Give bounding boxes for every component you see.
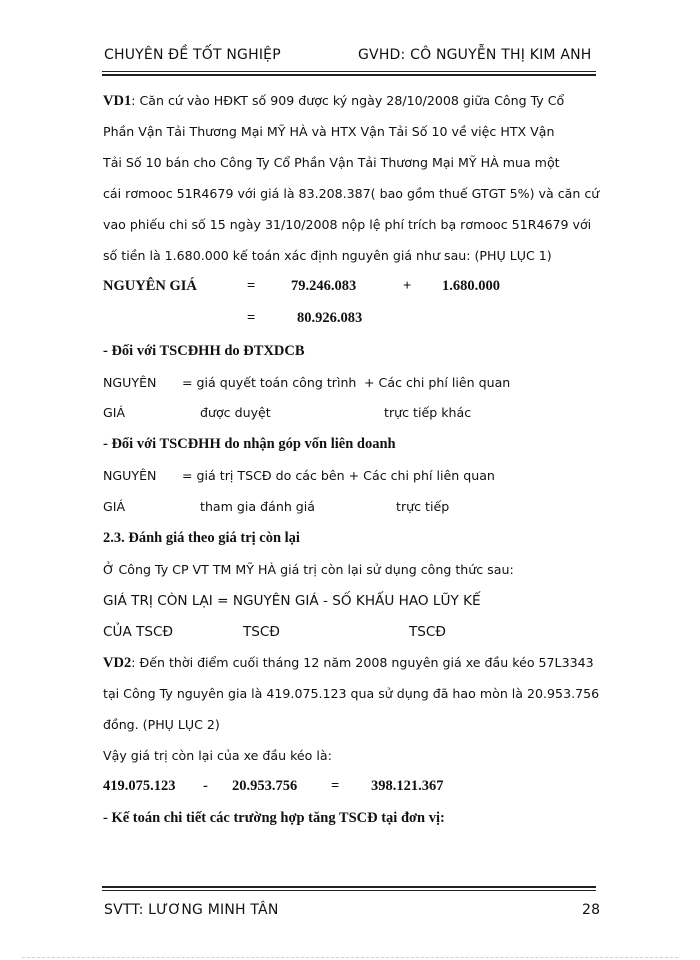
formula2-result: 398.121.367 bbox=[371, 778, 444, 794]
dtxdcb-row2-col1: GIÁ bbox=[103, 405, 126, 420]
formula1-equals-2: = bbox=[247, 310, 256, 326]
formula1-plus: + bbox=[403, 278, 412, 294]
section-23-heading: 2.3. Đánh giá theo giá trị còn lại bbox=[103, 530, 300, 546]
section-23-sub-1: CỦA TSCĐ bbox=[103, 624, 174, 640]
section-23-sub-3: TSCĐ bbox=[409, 624, 446, 640]
vd1-line-6: số tiền là 1.680.000 kế toán xác định nguyên giá như sau: (PHỤ LỤC 1) bbox=[103, 248, 552, 263]
formula1-result: 80.926.083 bbox=[297, 310, 363, 326]
formula1-equals: = bbox=[247, 278, 256, 294]
gopvon-row1-col1: NGUYÊN bbox=[103, 468, 157, 483]
vd1-label: VD1 bbox=[103, 93, 132, 109]
dtxdcb-row2-col2: được duyệt bbox=[200, 405, 271, 420]
footer-rule-thick bbox=[102, 886, 596, 888]
header-title: CHUYÊN ĐỀ TỐT NGHIỆP bbox=[104, 47, 281, 63]
footer-rule bbox=[102, 890, 596, 891]
formula2-minus: - bbox=[203, 778, 208, 794]
vd1-line-1: VD1: Căn cứ vào HĐKT số 909 được ký ngày 28/10/2008 giữa Công Ty Cổ bbox=[103, 93, 565, 109]
vd2-line-2: tại Công Ty nguyên gia là 419.075.123 qua sử dụng đã hao mòn là 20.953.756 bbox=[103, 686, 600, 701]
header-advisor: GVHD: CÔ NGUYỄN THỊ KIM ANH bbox=[358, 47, 592, 63]
page-number: 28 bbox=[582, 902, 601, 918]
header-rule bbox=[102, 71, 596, 72]
dtxdcb-row2-col3: trực tiếp khác bbox=[384, 405, 472, 420]
section-gopvon-heading: - Đối với TSCĐHH do nhận góp vốn liên doanh bbox=[103, 436, 396, 452]
gopvon-row1-col2: = giá trị TSCĐ do các bên + Các chi phí liên quan bbox=[182, 468, 495, 483]
vd2-conclusion: Vậy giá trị còn lại của xe đầu kéo là: bbox=[103, 748, 332, 763]
closing-heading: - Kế toán chi tiết các trường hợp tăng TSCĐ tại đơn vị: bbox=[103, 810, 445, 826]
dtxdcb-row1-col2: = giá quyết toán công trình bbox=[182, 375, 357, 390]
section-dtxdcb-heading: - Đối với TSCĐHH do ĐTXDCB bbox=[103, 343, 305, 359]
section-23-formula: GIÁ TRỊ CÒN LẠI = NGUYÊN GIÁ - SỐ KHẤU HAO LŨY KẾ bbox=[103, 593, 481, 609]
section-23-sub-2: TSCĐ bbox=[243, 624, 280, 640]
vd1-line-2: Phần Vận Tải Thương Mại MỸ HÀ và HTX Vận Tải Số 10 về việc HTX Vận bbox=[103, 124, 555, 139]
formula2-a: 419.075.123 bbox=[103, 778, 176, 794]
vd2-label: VD2 bbox=[103, 655, 132, 671]
vd1-line-4: cái rơmooc 51R4679 với giá là 83.208.387( bao gồm thuế GTGT 5%) và căn cứ bbox=[103, 186, 600, 201]
formula1-value1: 79.246.083 bbox=[291, 278, 357, 294]
gopvon-row2-col2: tham gia đánh giá bbox=[200, 499, 316, 514]
gopvon-row2-col3: trực tiếp bbox=[396, 499, 450, 514]
vd2-line-1: VD2: Đến thời điểm cuối tháng 12 năm 2008 nguyên giá xe đầu kéo 57L3343 bbox=[103, 655, 594, 671]
dtxdcb-row1-col3: + Các chi phí liên quan bbox=[364, 375, 511, 390]
formula2-equals: = bbox=[331, 778, 340, 794]
footer-author: SVTT: LƯƠNG MINH TÂN bbox=[104, 902, 279, 918]
header-rule-thick bbox=[102, 74, 596, 76]
vd1-line-5: vao phiếu chi số 15 ngày 31/10/2008 nộp lệ phí trích bạ rơmooc 51R4679 với bbox=[103, 217, 592, 232]
formula1-label: NGUYÊN GIÁ bbox=[103, 278, 197, 294]
vd1-line-3: Tải Số 10 bán cho Công Ty Cổ Phần Vận Tải Thương Mại MỸ HÀ mua một bbox=[103, 155, 560, 170]
vd2-line-3: đồng. (PHỤ LỤC 2) bbox=[103, 717, 220, 732]
gopvon-row2-col1: GIÁ bbox=[103, 499, 126, 514]
formula1-value2: 1.680.000 bbox=[442, 278, 500, 294]
formula2-b: 20.953.756 bbox=[232, 778, 298, 794]
page-edge-dashed bbox=[22, 957, 678, 958]
section-23-intro: Ở Công Ty CP VT TM MỸ HÀ giá trị còn lại sử dụng công thức sau: bbox=[103, 562, 514, 577]
dtxdcb-row1-col1: NGUYÊN bbox=[103, 375, 157, 390]
